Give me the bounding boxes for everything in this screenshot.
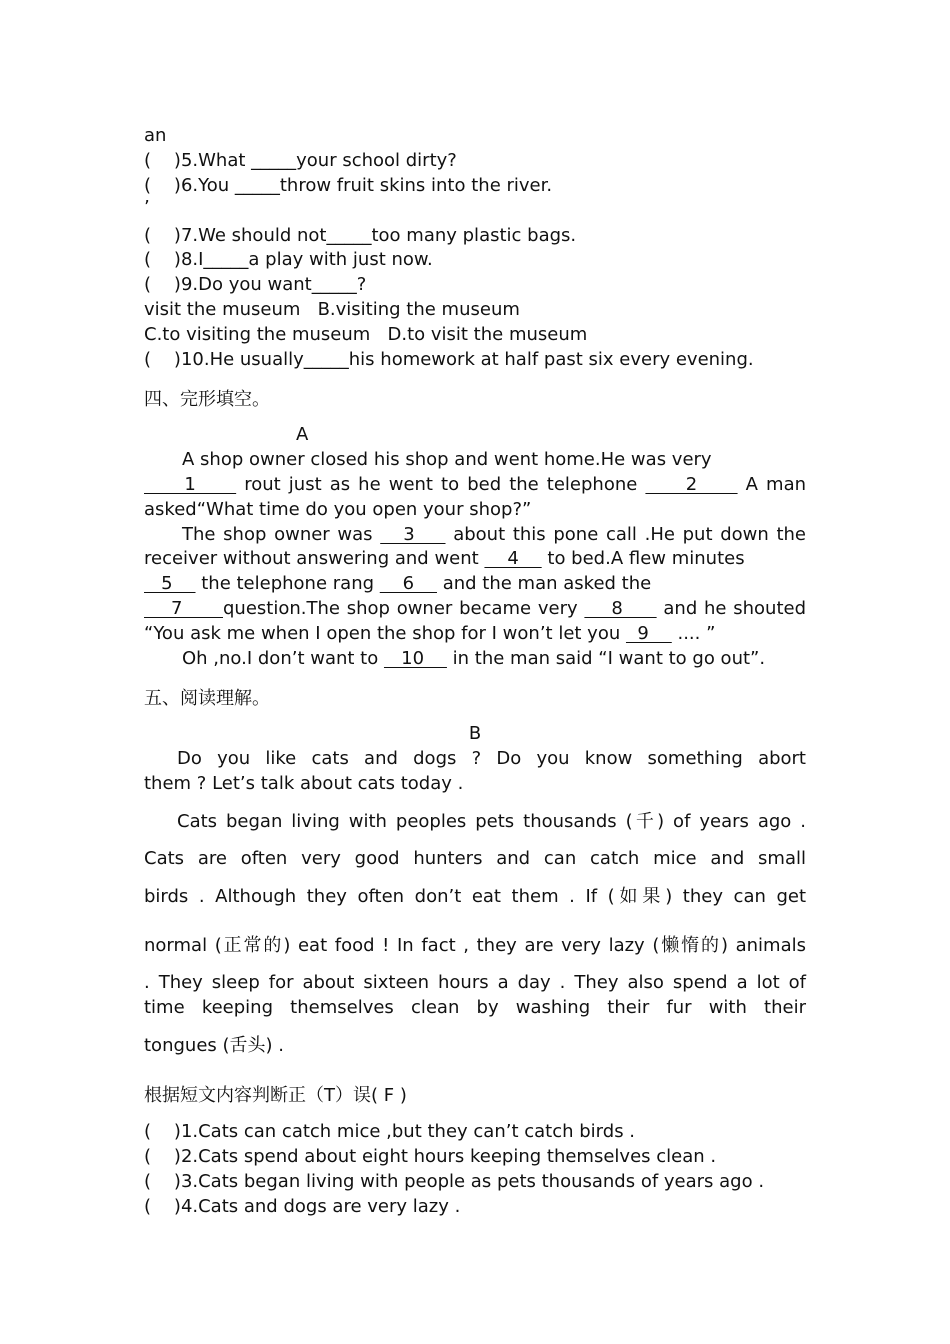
question-7	[144, 224, 576, 248]
reading-line: Do you like cats and dogs ? Do you know something abort	[177, 748, 806, 769]
blank-2: 2	[645, 474, 738, 495]
blank-4: 4	[484, 548, 542, 569]
reading-line: Cats began living with peoples pets thousands (千) of years ago .	[177, 811, 806, 832]
answer-paren: ( )	[144, 175, 181, 196]
blank-6: 6	[379, 573, 437, 594]
cloze-line: A shop owner closed his shop and went home.He was very	[182, 449, 712, 470]
tf-question-2	[144, 1145, 716, 1169]
reading-line: birds . Although they often don’t eat them . If (如果) they can get	[144, 886, 806, 907]
cloze-line: receiver without answering and went 4 to bed.A flew minutes	[144, 548, 745, 569]
cloze-line: Oh ,no.I don’t want to 10 in the man said “I want to go out”.	[182, 648, 766, 669]
question-text: ’	[144, 197, 150, 218]
options-ab: visit the museum B.visiting the museum	[144, 299, 520, 320]
answer-paren: ( )	[144, 1146, 181, 1167]
question-10	[144, 348, 754, 372]
section-heading-cloze: 四、完形填空。	[144, 389, 270, 410]
question-text: 3.Cats began living with people as pets thousands of years ago .	[180, 1171, 765, 1192]
question-text: 10.He usually_____his homework at half past six every evening.	[180, 349, 754, 370]
blank-9: 9	[625, 623, 672, 644]
reading-line: . They sleep for about sixteen hours a day . They also spend a lot of	[144, 972, 806, 993]
section-heading-reading: 五、阅读理解。	[144, 688, 270, 709]
cloze-line: asked“What time do you open your shop?”	[144, 499, 532, 520]
tf-question-4	[144, 1195, 460, 1219]
answer-paren: ( )	[144, 150, 181, 171]
question-6	[144, 174, 552, 198]
stray-mark	[144, 196, 150, 220]
blank-5: 5	[144, 573, 196, 594]
cloze-line: 1 rout just as he went to bed the telephone 2 A man	[144, 474, 807, 495]
question-text: 6.You _____throw fruit skins into the river.	[180, 175, 553, 196]
answer-paren: ( )	[144, 1121, 181, 1142]
reading-line: Cats are often very good hunters and can catch mice and small	[144, 848, 806, 869]
options-cd: C.to visiting the museum D.to visit the museum	[144, 324, 588, 345]
reading-line: them ? Let’s talk about cats today .	[144, 773, 464, 794]
answer-paren: ( )	[144, 274, 181, 295]
answer-paren: ( )	[144, 349, 181, 370]
question-text: 7.We should not_____too many plastic bags.	[180, 225, 577, 246]
question-9	[144, 273, 366, 297]
answer-paren: ( )	[144, 1196, 181, 1217]
text-fragment: an	[144, 125, 167, 146]
reading-line: normal (正常的) eat food ! In fact , they are very lazy (懒惰的) animals	[144, 935, 806, 956]
reading-line: tongues (舌头) .	[144, 1035, 284, 1056]
cloze-line: 7 question.The shop owner became very 8 and he shouted	[144, 598, 806, 619]
reading-line: time keeping themselves clean by washing their fur with their	[144, 997, 806, 1018]
question-text: 8.I_____a play with just now.	[180, 249, 433, 270]
question-text: 5.What _____your school dirty?	[180, 150, 457, 171]
tf-question-3	[144, 1170, 764, 1194]
question-text: 1.Cats can catch mice ,but they can’t catch birds .	[180, 1121, 636, 1142]
question-5	[144, 149, 457, 173]
answer-paren: ( )	[144, 225, 181, 246]
blank-3: 3	[380, 524, 446, 545]
cloze-line: 5 the telephone rang 6 and the man asked the	[144, 573, 652, 594]
cloze-line: The shop owner was 3 about this pone call .He put down the	[182, 524, 806, 545]
answer-paren: ( )	[144, 1171, 181, 1192]
cloze-line: “You ask me when I open the shop for I won’t let you 9 .... ”	[144, 623, 716, 644]
blank-8: 8	[584, 598, 657, 619]
question-text: 2.Cats spend about eight hours keeping themselves clean .	[180, 1146, 717, 1167]
blank-10: 10	[383, 648, 447, 669]
blank-1: 1	[144, 474, 237, 495]
blank-7: 7	[144, 598, 223, 619]
question-8	[144, 248, 433, 272]
tf-question-1	[144, 1120, 635, 1144]
question-text: 4.Cats and dogs are very lazy .	[180, 1196, 461, 1217]
answer-paren: ( )	[144, 249, 181, 270]
tf-instruction: 根据短文内容判断正（T）误( F )	[144, 1085, 407, 1106]
passage-label-a: A	[296, 424, 309, 445]
question-text: 9.Do you want_____?	[180, 274, 367, 295]
passage-label-b: B	[468, 723, 482, 744]
